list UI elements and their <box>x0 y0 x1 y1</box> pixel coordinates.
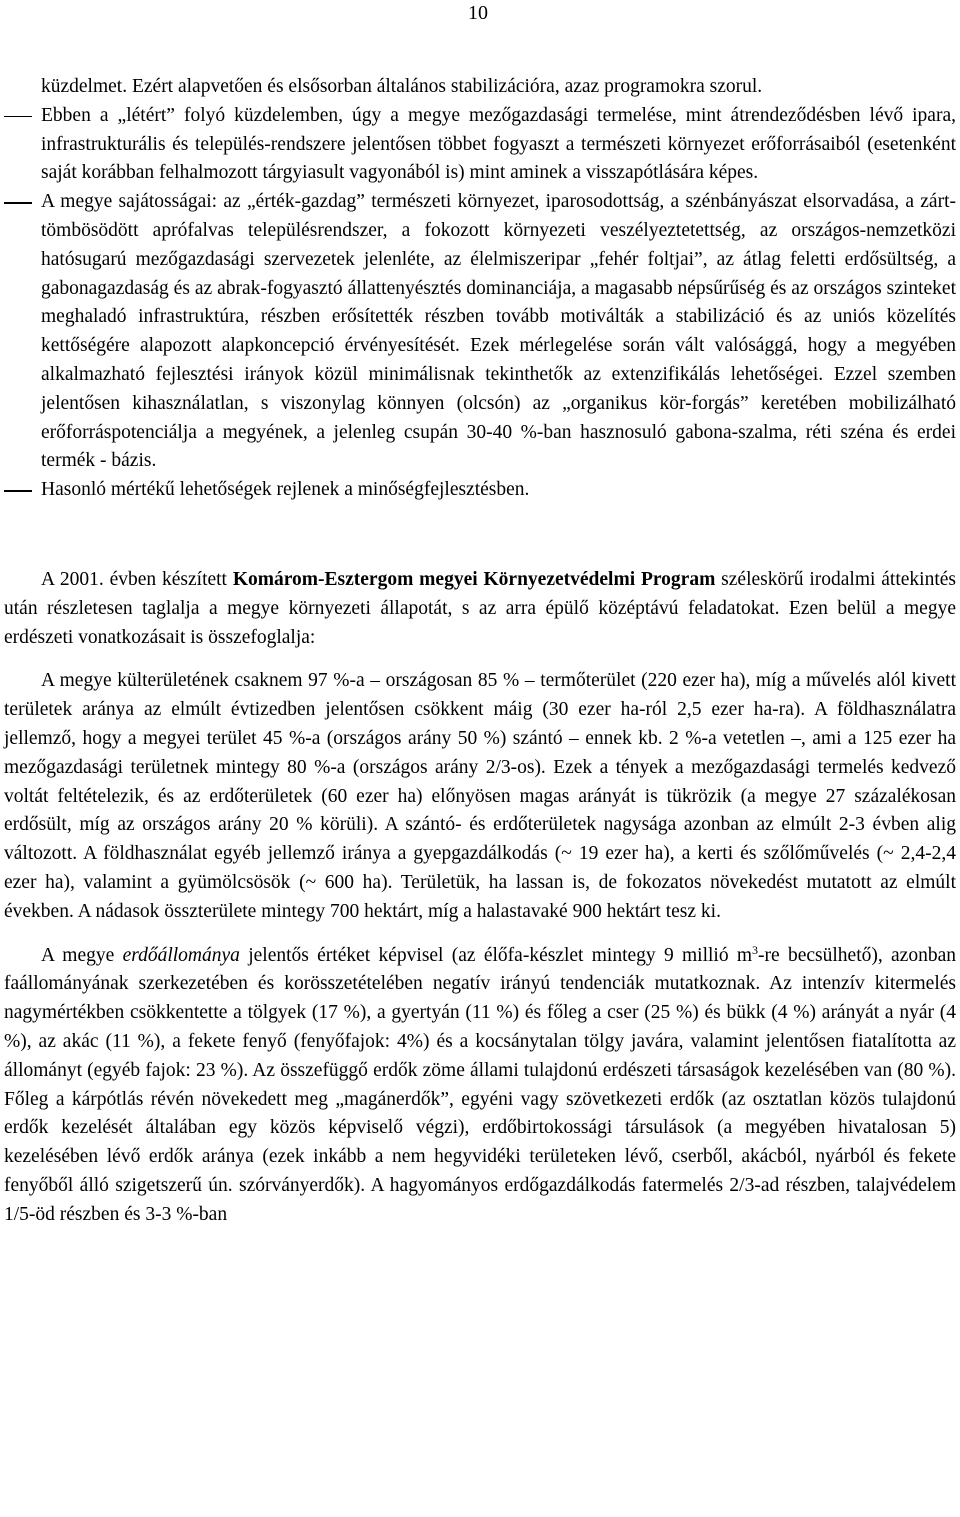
forest-paragraph-part1: A megye <box>41 944 123 966</box>
dash-bullet-icon <box>4 202 32 204</box>
forest-paragraph <box>4 942 956 1230</box>
forest-paragraph-part3: -re becsülhető), azonban faállományának szerkezetében és korösszetételében negatív irányú tendenciák mutatkoznak. Az intenzív kitermelés nagymértékben csökkentette a tölgyek (17 %), a gyertyán (11 %) és főleg a cser (25 %) és bükk (4 %) arányát a nyár (4 %), az akác (11 %), a fekete fenyő (fenyőfajok: 4%) és a kocsánytalan tölgy javára, valamint jelentősen fiatalította az állományt (egyéb fajok: 23 %). Az összefüggő erdők zöme állami tulajdonú erdészeti társaságok kezelésében van (80 %). Főleg a kárpótlás révén növekedett meg „magánerdők”, egyéni vagy szövetkezeti erdők (az osztatlan közös tulajdonú erdők kezelését általában egy közös képviselő végzi), erdőbirtokossági társulások (a megyében hivatalosan 5) kezelésében lévő erdők aránya (ezek inkább a nem hegyvidéki területeken lévő, cserből, akácból, nyárból és fekete fenyőből álló szigetszerű ún. szórványerdők). A hagyományos erdőgazdálkodás fatermelés 2/3-ad részben, talajvédelem 1/5-öd részben és 3-3 %-ban <box>4 944 956 1225</box>
page-number: 10 <box>468 2 488 24</box>
program-paragraph-after: széleskörű irodalmi áttekintés után részletesen taglalja a megye környezeti állapotát, s az arra épülő középtávú feladatokat. Ezen belül a megye erdészeti vonatkozásait is összefoglalja: <box>4 568 956 648</box>
dash-list-item-3 <box>4 476 956 505</box>
program-title: Komárom-Esztergom megyei Környezetvédelmi Program <box>232 568 716 590</box>
intro-continuation: küzdelmet. Ezért alapvetően és elsősorban általános stabilizációra, azaz programokra szorul. <box>41 76 763 97</box>
document-body <box>4 73 956 1229</box>
land-use-paragraph: A megye külterületének csaknem 97 %-a – országosan 85 % – termőterület (220 ezer ha), míg a művelés alól kivett területek aránya az elmúlt évtizedben jelentősen csökkent máig (30 ezer ha-ról 2,5 ezer ha-ra). A földhasználatra jellemző, hogy a megyei terület 45 %-a (országos arány 50 %) szántó – ennek kb. 2 %-a vetetlen –, ami a 125 ezer ha mezőgazdasági területnek mintegy 80 %-a (országos arány 2/3-os). Ezek a tények a mezőgazdasági termelés kedvező voltát feltételezik, és az erdőterületek (60 ezer ha) előnyösen magas arányát is tükrözik (a megye 27 százalékosan erdősült, míg az országos arány 20 % körüli). A szántó- és erdőterületek nagysága azonban az elmúlt 2-3 évben alig változott. A földhasználat egyéb jellemző iránya a gyepgazdálkodás (~ 19 ezer ha), a kerti és szőlőművelés (~ 2,4-2,4 ezer ha), valamint a gyümölcsösök (~ 600 ha). Területük, ha lassan is, de fokozatos növekedést mutatott az elmúlt években. A nádasok összterülete mintegy 700 hektárt, míg a halastavaké 900 hektárt tesz ki. <box>4 670 956 922</box>
cubic-superscript: 3 <box>752 942 759 957</box>
dash-bullet-icon <box>4 490 32 492</box>
program-paragraph <box>4 566 956 652</box>
dash-item-text: Ebben a „létért” folyó küzdelemben, úgy a megye mezőgazdasági termelése, mint átrendeződésben lévő ipara, infrastrukturális és település-rendszere jelentősen többet fogyaszt a természeti környezet erőforrásaiból (esetenként saját korábban felhalmozott tárgyiasult vagyonából is) mint aminek a visszapótlására képes. <box>41 104 956 184</box>
dash-item-text: A megye sajátosságai: az „érték-gazdag” természeti környezet, iparosodottság, a szénbányászat elsorvadása, a zárt-tömbösödött aprófalvas településrendszer, a fokozott környezeti veszélyeztetettség, az országos-nemzetközi hatósugarú mezőgazdasági szervezetek jelenléte, az élelmiszeripar „fehér foltjai”, az átlag feletti erdősültség, a gabonagazdaság és az abrak-fogyasztó állattenyésztés dominanciája, a magasabb népsűrűség és az országos szinteket meghaladó infrastruktúra, részben erősítették részben tovább motiválták a stabilizáció és az uniós közelítés kettőségére alapozott alapkoncepció érvényesítését. Ezek mérlegelése során vált valósággá, hogy a megyében alkalmazható fejlesztési irányok közül minimálisnak tekinthetők az extenzifikálás lehetőségei. Ezzel szemben jelentősen kihasználatlan, s viszonylag könnyen (olcsón) az „organikus kör-forgás” keretében mobilizálható erőforráspotenciálja a megyének, a jelenleg csupán 30-40 %-ban hasznosuló gabona-szalma, réti széna és erdei termék - bázis. <box>41 191 956 472</box>
forest-paragraph-part2: jelentős értéket képvisel (az élőfa-készlet mintegy 9 millió m <box>239 944 753 966</box>
dash-list-item-2 <box>4 188 956 476</box>
dash-item-text: Hasonló mértékű lehetőségek rejlenek a minőségfejlesztésben. <box>41 479 530 501</box>
dash-list-item-1 <box>4 102 956 188</box>
program-paragraph-before: A 2001. évben készített <box>41 568 233 590</box>
dash-bullet-icon <box>4 116 32 118</box>
forest-stock-term: erdőállománya <box>122 944 240 966</box>
